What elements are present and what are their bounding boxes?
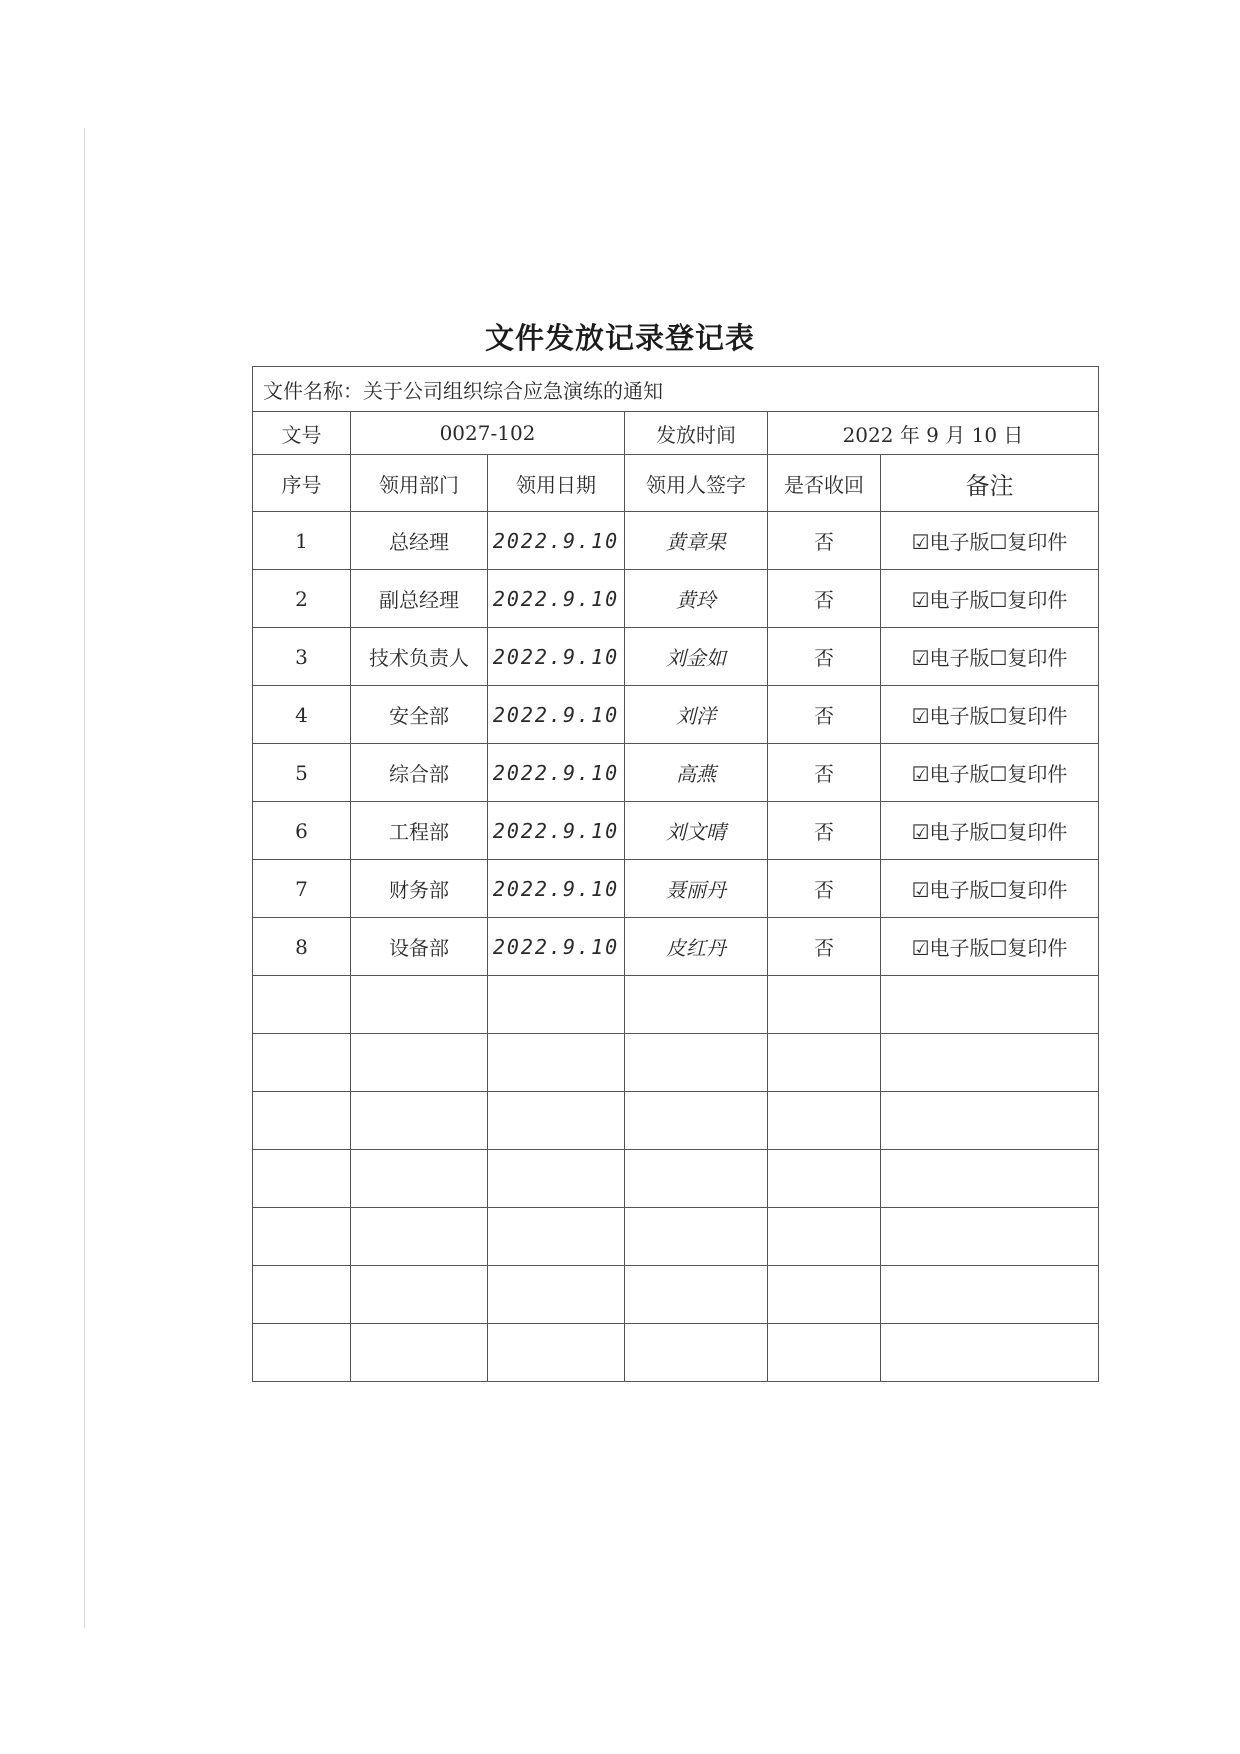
- doc-number-value: 0027-102: [351, 412, 625, 455]
- row-department: 工程部: [351, 802, 488, 860]
- empty-cell: [768, 1266, 881, 1324]
- row-remarks: ☑电子版☐复印件: [881, 802, 1099, 860]
- document-title: 文件发放记录登记表: [484, 321, 755, 355]
- empty-cell: [625, 976, 768, 1034]
- row-department: 技术负责人: [351, 628, 488, 686]
- row-number: 5: [253, 744, 351, 802]
- empty-cell: [625, 1208, 768, 1266]
- empty-cell: [488, 1092, 625, 1150]
- row-signature: 高燕: [625, 744, 768, 802]
- row-number: 2: [253, 570, 351, 628]
- table-row: [253, 860, 1099, 918]
- empty-cell: [768, 976, 881, 1034]
- empty-cell: [351, 1034, 488, 1092]
- empty-cell: [625, 1092, 768, 1150]
- file-name-cell: 文件名称：关于公司组织综合应急演练的通知: [253, 367, 1099, 412]
- distribution-register-table: [252, 366, 1099, 1382]
- row-signature: 黄玲: [625, 570, 768, 628]
- row-remarks: ☑电子版☐复印件: [881, 512, 1099, 570]
- row-remarks: ☑电子版☐复印件: [881, 918, 1099, 976]
- row-remarks: ☑电子版☐复印件: [881, 628, 1099, 686]
- table-row: [253, 570, 1099, 628]
- empty-cell: [768, 1150, 881, 1208]
- row-returned: 否: [768, 802, 881, 860]
- empty-table-row: [253, 1266, 1099, 1324]
- table-row: [253, 744, 1099, 802]
- meta-row: [253, 412, 1099, 455]
- row-department: 安全部: [351, 686, 488, 744]
- empty-cell: [881, 1208, 1099, 1266]
- row-signature: 黄章果: [625, 512, 768, 570]
- empty-cell: [488, 1266, 625, 1324]
- row-department: 副总经理: [351, 570, 488, 628]
- header-signature: 领用人签字: [625, 455, 768, 512]
- empty-cell: [351, 1266, 488, 1324]
- empty-cell: [881, 976, 1099, 1034]
- file-name-row: [253, 367, 1099, 412]
- empty-cell: [768, 1092, 881, 1150]
- table-row: [253, 802, 1099, 860]
- empty-cell: [881, 1092, 1099, 1150]
- empty-cell: [351, 1324, 488, 1382]
- header-remarks: 备注: [881, 455, 1099, 512]
- row-department: 综合部: [351, 744, 488, 802]
- row-returned: 否: [768, 744, 881, 802]
- empty-table-row: [253, 1150, 1099, 1208]
- empty-cell: [488, 1034, 625, 1092]
- empty-table-row: [253, 1034, 1099, 1092]
- empty-cell: [625, 1150, 768, 1208]
- empty-cell: [351, 1092, 488, 1150]
- row-date: 2022.9.10: [488, 628, 625, 686]
- empty-cell: [253, 1034, 351, 1092]
- row-date: 2022.9.10: [488, 570, 625, 628]
- row-number: 3: [253, 628, 351, 686]
- row-department: 设备部: [351, 918, 488, 976]
- empty-cell: [488, 976, 625, 1034]
- empty-cell: [351, 976, 488, 1034]
- empty-cell: [351, 1208, 488, 1266]
- row-date: 2022.9.10: [488, 802, 625, 860]
- empty-cell: [768, 1208, 881, 1266]
- row-date: 2022.9.10: [488, 512, 625, 570]
- row-returned: 否: [768, 686, 881, 744]
- row-signature: 聂丽丹: [625, 860, 768, 918]
- empty-cell: [881, 1324, 1099, 1382]
- row-date: 2022.9.10: [488, 860, 625, 918]
- row-remarks: ☑电子版☐复印件: [881, 744, 1099, 802]
- empty-cell: [488, 1208, 625, 1266]
- empty-cell: [881, 1266, 1099, 1324]
- header-returned: 是否收回: [768, 455, 881, 512]
- empty-cell: [253, 976, 351, 1034]
- row-date: 2022.9.10: [488, 686, 625, 744]
- header-dept: 领用部门: [351, 455, 488, 512]
- empty-cell: [253, 1208, 351, 1266]
- empty-cell: [253, 1266, 351, 1324]
- empty-cell: [351, 1150, 488, 1208]
- empty-cell: [768, 1034, 881, 1092]
- row-remarks: ☑电子版☐复印件: [881, 686, 1099, 744]
- row-date: 2022.9.10: [488, 744, 625, 802]
- row-remarks: ☑电子版☐复印件: [881, 860, 1099, 918]
- row-date: 2022.9.10: [488, 918, 625, 976]
- issue-time-value: 2022 年 9 月 10 日: [768, 412, 1099, 455]
- table-row: [253, 686, 1099, 744]
- header-no: 序号: [253, 455, 351, 512]
- row-signature: 刘金如: [625, 628, 768, 686]
- empty-cell: [881, 1150, 1099, 1208]
- empty-cell: [253, 1092, 351, 1150]
- empty-table-row: [253, 1208, 1099, 1266]
- empty-cell: [488, 1150, 625, 1208]
- empty-cell: [625, 1034, 768, 1092]
- row-returned: 否: [768, 512, 881, 570]
- doc-number-label: 文号: [253, 412, 351, 455]
- row-signature: 皮红丹: [625, 918, 768, 976]
- row-number: 6: [253, 802, 351, 860]
- empty-cell: [253, 1324, 351, 1382]
- row-remarks: ☑电子版☐复印件: [881, 570, 1099, 628]
- row-returned: 否: [768, 628, 881, 686]
- empty-cell: [253, 1150, 351, 1208]
- table-row: [253, 512, 1099, 570]
- empty-cell: [768, 1324, 881, 1382]
- header-date: 领用日期: [488, 455, 625, 512]
- row-number: 8: [253, 918, 351, 976]
- issue-time-label: 发放时间: [625, 412, 768, 455]
- header-row: [253, 455, 1099, 512]
- row-signature: 刘洋: [625, 686, 768, 744]
- empty-cell: [488, 1324, 625, 1382]
- empty-table-row: [253, 1092, 1099, 1150]
- empty-table-row: [253, 1324, 1099, 1382]
- row-returned: 否: [768, 570, 881, 628]
- row-number: 4: [253, 686, 351, 744]
- empty-table-row: [253, 976, 1099, 1034]
- row-department: 财务部: [351, 860, 488, 918]
- row-number: 7: [253, 860, 351, 918]
- table-row: [253, 918, 1099, 976]
- row-returned: 否: [768, 918, 881, 976]
- row-number: 1: [253, 512, 351, 570]
- empty-cell: [881, 1034, 1099, 1092]
- row-signature: 刘文晴: [625, 802, 768, 860]
- row-returned: 否: [768, 860, 881, 918]
- row-department: 总经理: [351, 512, 488, 570]
- empty-cell: [625, 1266, 768, 1324]
- table-row: [253, 628, 1099, 686]
- empty-cell: [625, 1324, 768, 1382]
